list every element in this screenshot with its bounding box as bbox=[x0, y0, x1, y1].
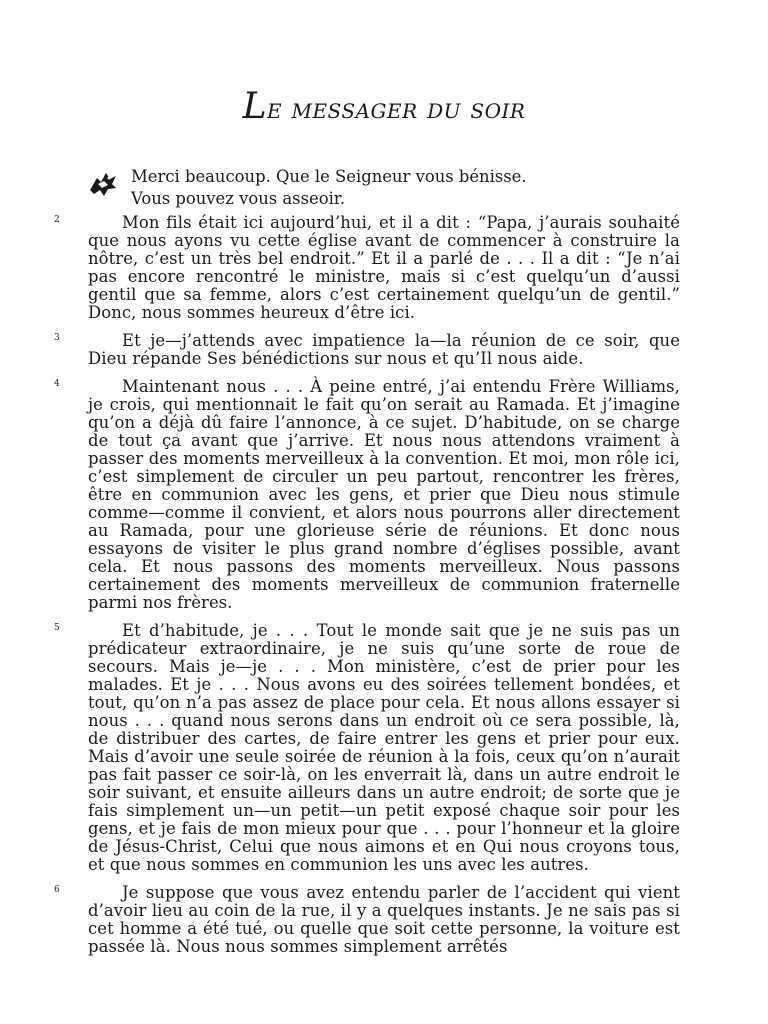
paragraph-3 bbox=[54, 331, 680, 368]
opening-line-2: Vous pouvez vous asseoir. bbox=[131, 189, 346, 208]
paragraph-4 bbox=[54, 377, 680, 612]
paragraph-text: Maintenant nous . . . À peine entré, j’ai entendu Frère Williams, je crois, qui mentionnait le fait qu’on serait au Ramada. Et j’imagine qu’on a déjà dû faire l’annonce, à ce sujet. D’habitude, on se charge de tout ça avant que j’arrive. Et nous nous attendons vraiment à passer des moments merveilleux à la convention. Et moi, mon rôle ici, c’est simplement de circuler un peu partout, rencontrer les frères, être en communion avec les gens, et prier que Dieu nous stimule comme—comme il convient, et alors nous pourrons aller directement au Ramada, pour une glorieuse série de réunions. Et donc nous essayons de visiter le plus grand nombre d’églises possible, avant cela. Et nous passons des moments merveilleux. Nous passons certainement des moments merveilleux de communion fraternelle parmi nos frères. bbox=[88, 377, 680, 612]
sermon-body bbox=[54, 166, 680, 966]
paragraph-number: 4 bbox=[54, 379, 60, 389]
paragraph-text: Mon fils était ici aujourd’hui, et il a dit : “Papa, j’aurais souhaité que nous ayons vu cette église avant de commencer à construire la nôtre, c’est un très bel endroit.” Et il a parlé de . . . Il a dit : “Je n’ai pas encore rencontré le ministre, mais si c’est quelqu’un d’aussi gentil que sa femme, alors c’est certainement quelqu’un de gentil.” Donc, nous sommes heureux d’être ici. bbox=[88, 213, 680, 322]
paragraph-5 bbox=[54, 621, 680, 874]
title-initial: L bbox=[242, 86, 267, 127]
title-rest: e messager du soir bbox=[266, 92, 526, 125]
dove-seal-icon bbox=[88, 170, 118, 198]
opening-line-1: Merci beaucoup. Que le Seigneur vous bénisse. bbox=[131, 167, 527, 186]
paragraph-number: 3 bbox=[54, 333, 60, 343]
opening-block bbox=[88, 166, 680, 210]
page-title bbox=[0, 86, 768, 127]
paragraph-6 bbox=[54, 883, 680, 956]
paragraph-text: Et je—j’attends avec impatience la—la réunion de ce soir, que Dieu répande Ses bénédictions sur nous et qu’Il nous aide. bbox=[88, 331, 680, 368]
paragraph-number: 2 bbox=[54, 215, 60, 225]
paragraph-text: Je suppose que vous avez entendu parler de l’accident qui vient d’avoir lieu au coin de la rue, il y a quelques instants. Je ne sais pas si cet homme a été tué, ou quelle que soit cette personne, la voiture est passée là. Nous nous sommes simplement arrêtés bbox=[88, 883, 680, 956]
paragraph-number: 6 bbox=[54, 885, 60, 895]
paragraph-2 bbox=[54, 213, 680, 322]
paragraph-number: 5 bbox=[54, 623, 60, 633]
paragraph-text: Et d’habitude, je . . . Tout le monde sait que je ne suis pas un prédicateur extraordinaire, je ne suis qu’une sorte de roue de secours. Mais je—je . . . Mon ministère, c’est de prier pour les malades. Et je . . . Nous avons eu des soirées tellement bondées, et tout, qu’on n’a pas assez de place pour cela. Et nous allons essayer si nous . . . quand nous serons dans un endroit où ce sera possible, là, de distribuer des cartes, de faire entrer les gens et prier pour eux. Mais d’avoir une seule soirée de réunion à la fois, ceux qu’on n’aurait pas fait passer ce soir-là, on les enverrait là, dans un autre endroit le soir suivant, et ensuite ailleurs dans un autre endroit; de sorte que je fais simplement un—un petit—un petit exposé chaque soir pour les gens, et je fais de mon mieux pour que . . . pour l’honneur et la gloire de Jésus-Christ, Celui que nous aimons et en Qui nous croyons tous, et que nous sommes en communion les uns avec les autres. bbox=[88, 621, 680, 874]
